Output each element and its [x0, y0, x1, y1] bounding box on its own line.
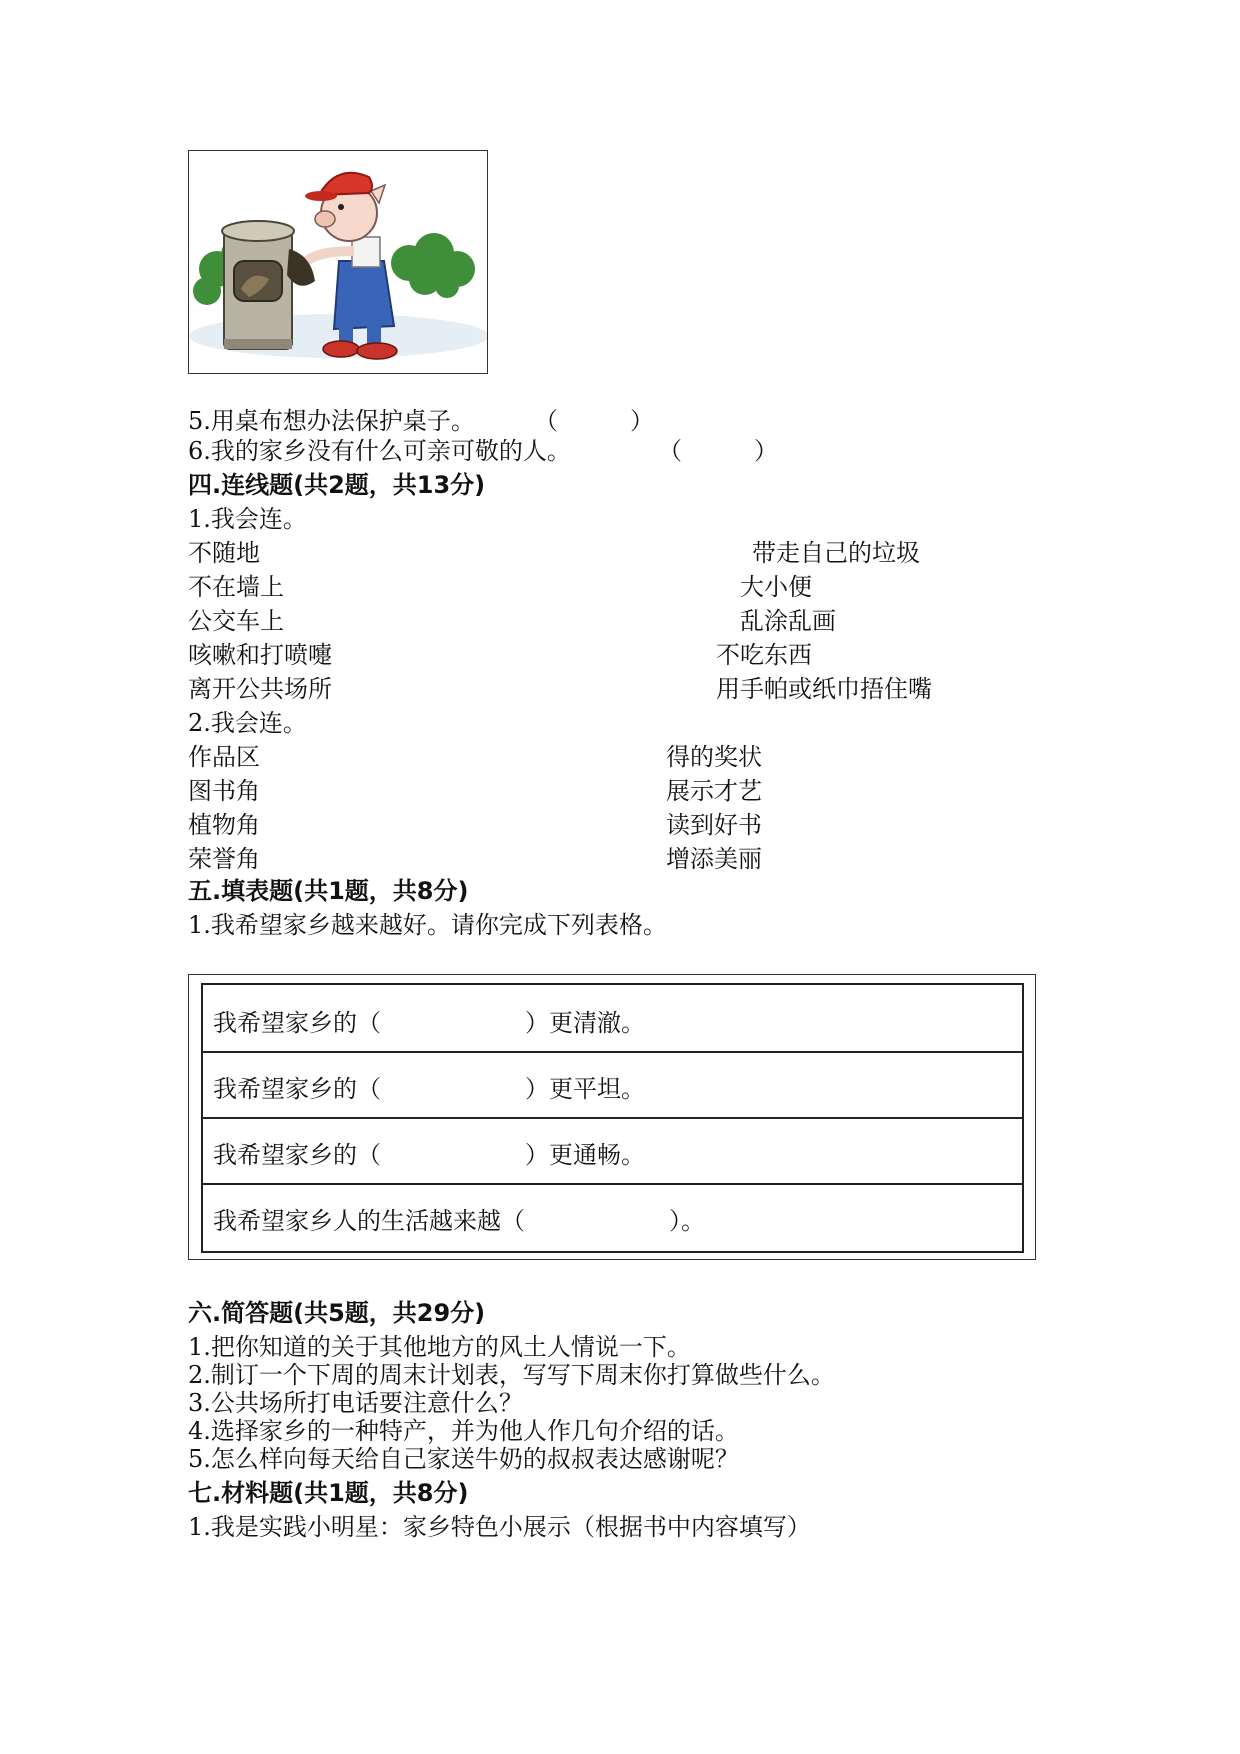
match-left-item[interactable]: 咳嗽和打喷嚏	[188, 641, 332, 669]
answer-paren[interactable]: （ ）	[534, 407, 654, 435]
table-row[interactable]	[203, 1117, 1022, 1185]
q3-item-5	[188, 406, 475, 436]
match-right-item[interactable]: 展示才艺	[666, 777, 762, 805]
match-left-item[interactable]: 图书角	[188, 777, 260, 805]
row-text: 我希望家乡的（ ）更平坦。	[213, 1075, 645, 1103]
match-left-item[interactable]: 作品区	[188, 743, 260, 771]
match-right-item[interactable]: 大小便	[740, 573, 812, 601]
question-item: 4.选择家乡的一种特产，并为他人作几句介绍的话。	[188, 1417, 739, 1445]
question-item: 1.我是实践小明星：家乡特色小展示（根据书中内容填写）	[188, 1513, 811, 1541]
question-item: 3.公共场所打电话要注意什么？	[188, 1389, 523, 1417]
item-text: 5.用桌布想办法保护桌子。	[188, 407, 475, 435]
match-right-item[interactable]: 带走自己的垃圾	[752, 539, 920, 567]
table-row[interactable]	[203, 1051, 1022, 1119]
section-heading: 四.连线题(共2题，共13分)	[188, 471, 486, 499]
pig-trash-bin-illustration	[188, 150, 488, 374]
row-text: 我希望家乡的（ ）更通畅。	[213, 1141, 645, 1169]
section-heading: 七.材料题(共1题，共8分)	[188, 1479, 469, 1507]
match-right-item[interactable]: 增添美丽	[666, 845, 762, 873]
question-item: 2.制订一个下周的周末计划表，写写下周末你打算做些什么。	[188, 1361, 835, 1389]
match-left-item[interactable]: 植物角	[188, 811, 260, 839]
question-item: 1.把你知道的关于其他地方的风土人情说一下。	[188, 1333, 691, 1361]
match-left-item[interactable]: 公交车上	[188, 607, 284, 635]
match-left-item[interactable]: 不在墙上	[188, 573, 284, 601]
row-text: 我希望家乡人的生活越来越（ ）。	[213, 1207, 705, 1235]
question-prompt: 1.我希望家乡越来越好。请你完成下列表格。	[188, 911, 667, 939]
answer-paren[interactable]: （ ）	[658, 437, 778, 465]
section-heading: 五.填表题(共1题，共8分)	[188, 877, 469, 905]
section-heading: 六.简答题(共5题，共29分)	[188, 1299, 486, 1327]
match-left-item[interactable]: 荣誉角	[188, 845, 260, 873]
item-text: 6.我的家乡没有什么可亲可敬的人。	[188, 437, 571, 465]
match-right-item[interactable]: 得的奖状	[666, 743, 762, 771]
match-right-item[interactable]: 读到好书	[666, 811, 762, 839]
match-left-item[interactable]: 离开公共场所	[188, 675, 332, 703]
fill-table	[188, 974, 1036, 1260]
question-prompt: 2.我会连。	[188, 709, 307, 737]
match-right-item[interactable]: 乱涂乱画	[740, 607, 836, 635]
question-prompt: 1.我会连。	[188, 505, 307, 533]
question-item: 5.怎么样向每天给自己家送牛奶的叔叔表达感谢呢？	[188, 1445, 739, 1473]
fill-table-inner	[201, 983, 1024, 1253]
row-text: 我希望家乡的（ ）更清澈。	[213, 1009, 645, 1037]
match-right-item[interactable]: 不吃东西	[716, 641, 812, 669]
match-right-item[interactable]: 用手帕或纸巾捂住嘴	[716, 675, 932, 703]
table-row[interactable]	[203, 1183, 1022, 1249]
q3-item-6	[188, 436, 571, 466]
match-left-item[interactable]: 不随地	[188, 539, 260, 567]
table-row[interactable]	[203, 985, 1022, 1053]
